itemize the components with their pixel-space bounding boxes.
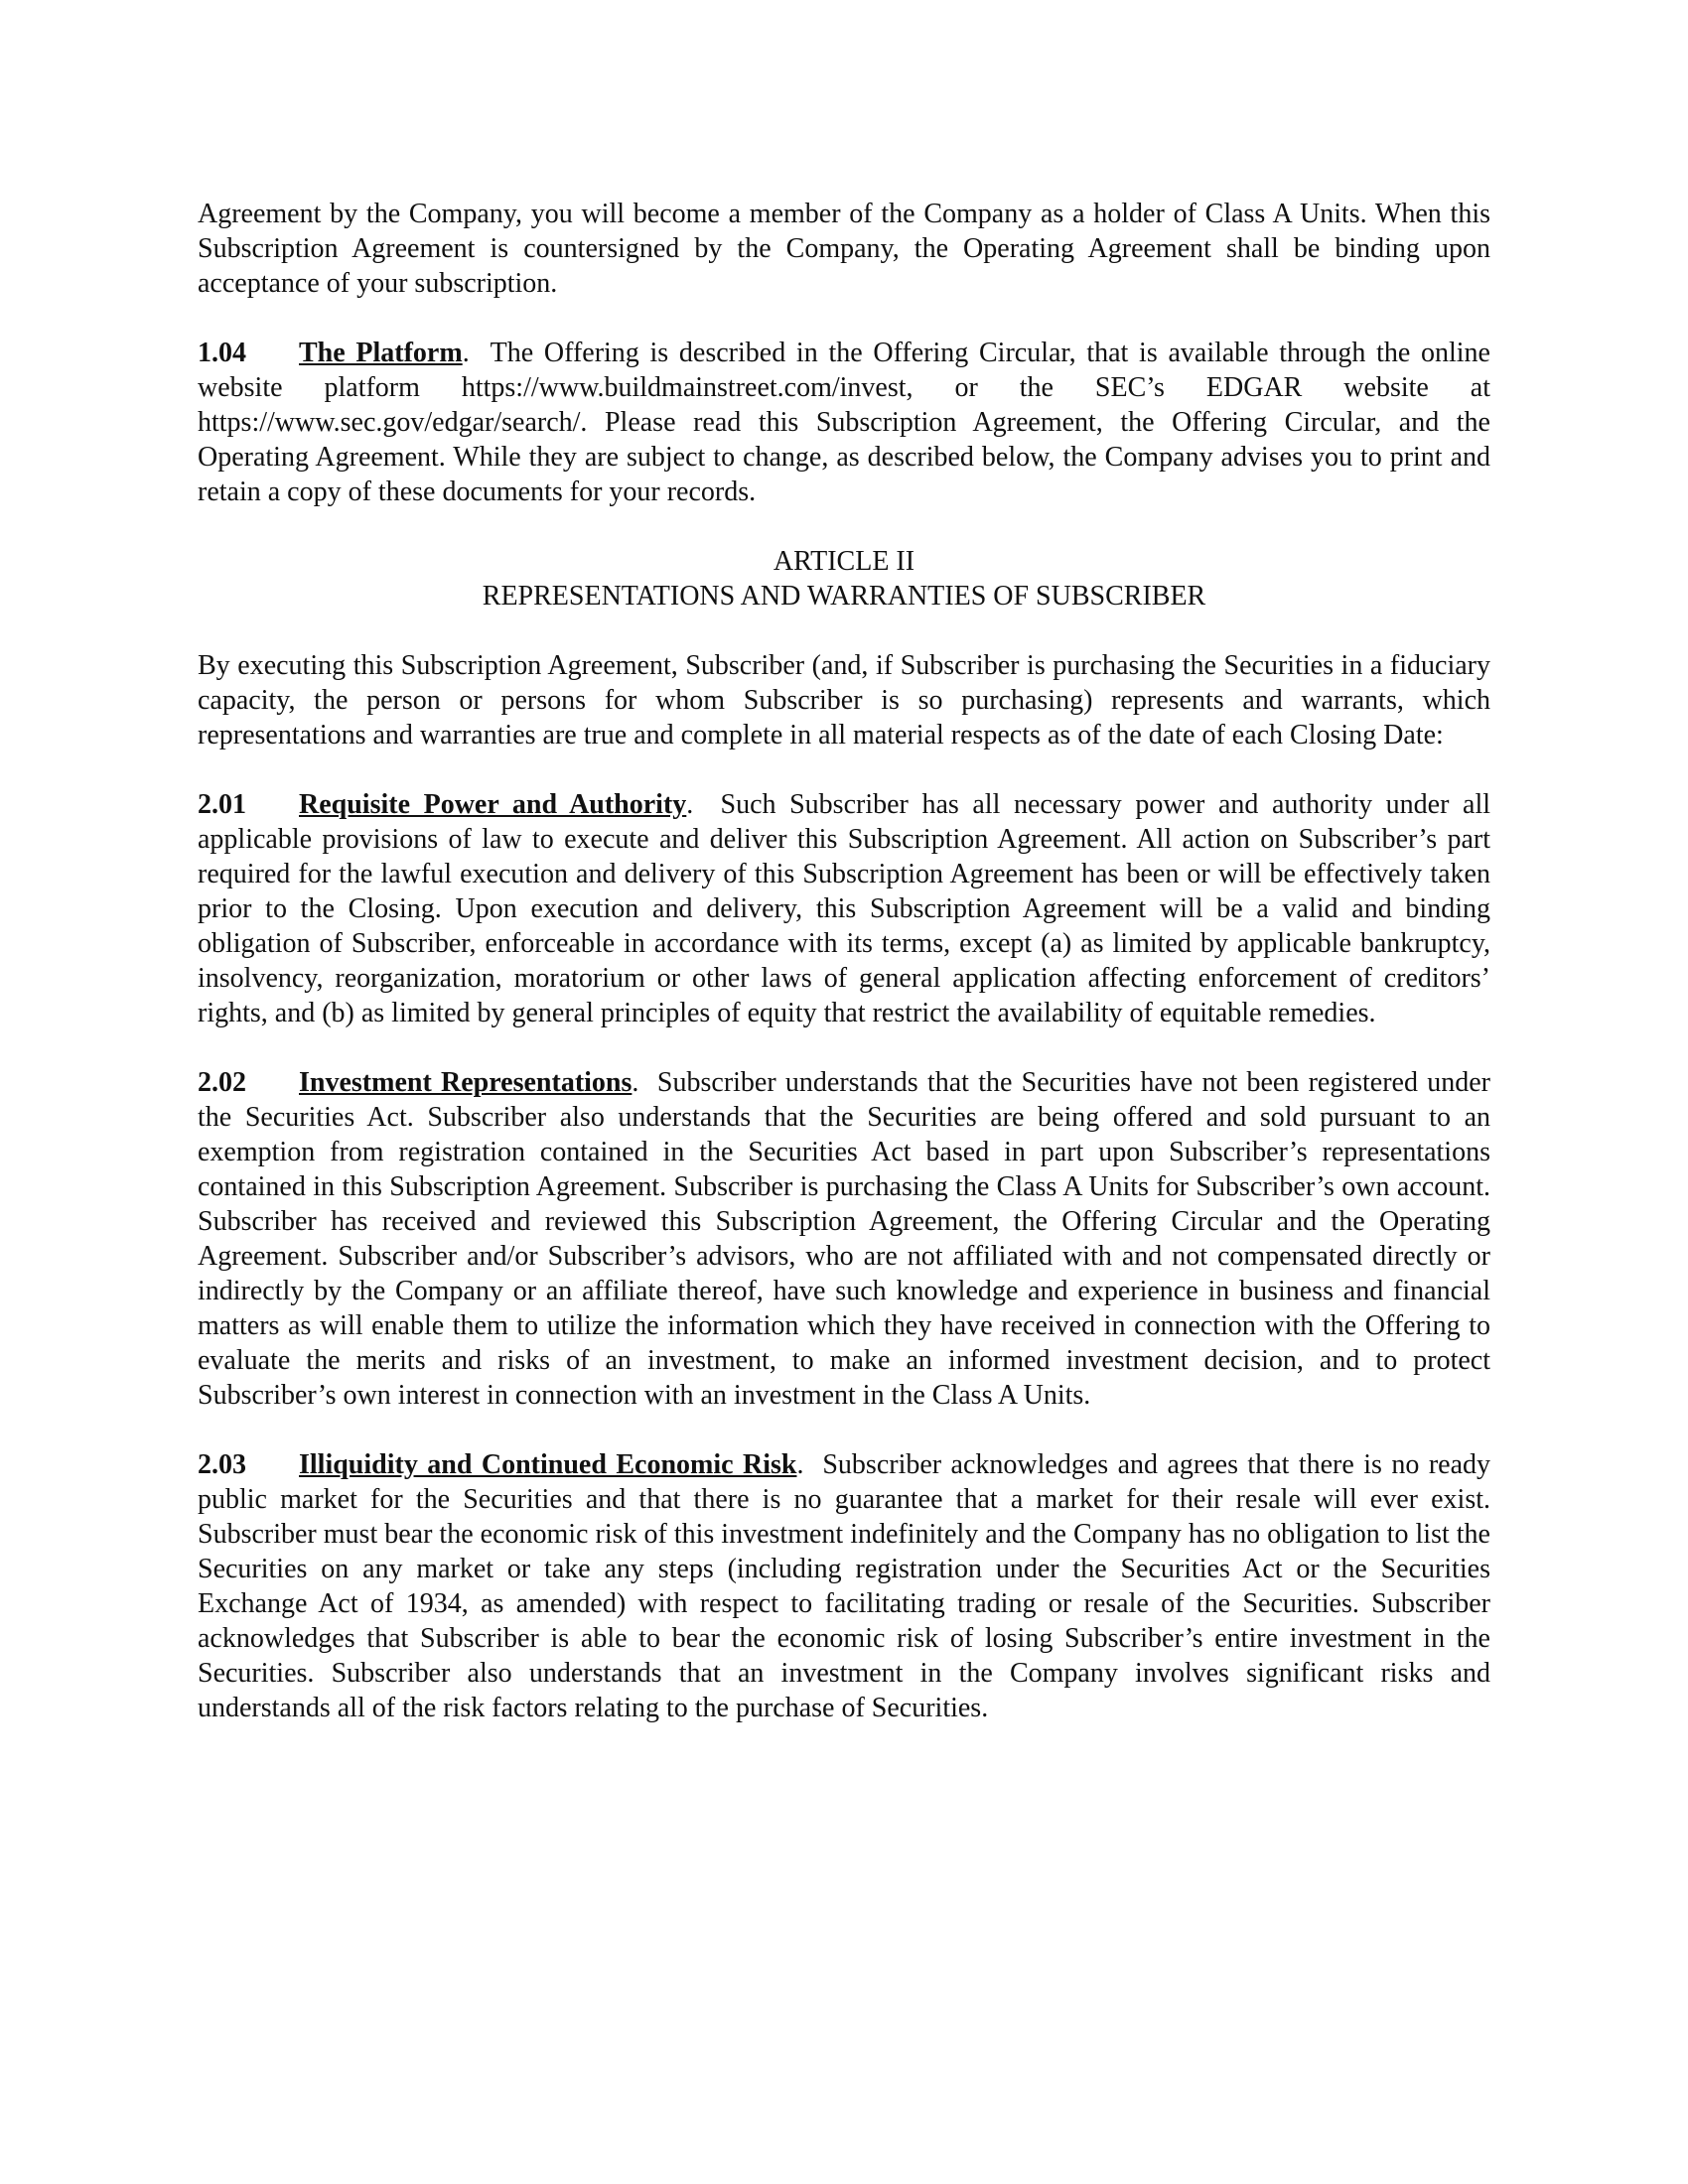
- section-body: Subscriber acknowledges and agrees that there is no ready public market for the Securities and that there is no guarantee that a market for their resale will ever exist. Subscriber must bear the economic risk of this investment indefinitely and the Company has no obligation to list the Securities on any market or take any steps (including registration under the Securities Act or the Securities Exchange Act of 1934, as amended) with respect to facilitating trading or resale of the Securities. Subscriber acknowledges that Subscriber is able to bear the economic risk of losing Subscriber’s entire investment in the Securities. Subscriber also understands that an investment in the Company involves significant risks and understands all of the risk factors relating to the purchase of Securities.: [198, 1449, 1490, 1723]
- section-body: Such Subscriber has all necessary power and authority under all applicable provisions of law to execute and deliver this Subscription Agreement. All action on Subscriber’s part required for the lawful execution and delivery of this Subscription Agreement has been or will be effectively taken prior to the Closing. Upon execution and delivery, this Subscription Agreement will be a valid and binding obligation of Subscriber, enforceable in accordance with its terms, except (a) as limited by applicable bankruptcy, insolvency, reorganization, moratorium or other laws of general application affecting enforcement of creditors’ rights, and (b) as limited by general principles of equity that restrict the availability of equitable remedies.: [198, 789, 1491, 1028]
- document-page: [198, 197, 1490, 1760]
- section-number: 2.01: [198, 789, 246, 820]
- section-body: Subscriber understands that the Securities have not been registered under the Securities Act. Subscriber also understands that the Securities are being offered and sold pursuant to an exemption from registration contained in the Securities Act based in part upon Subscriber’s representations contained in this Subscription Agreement. Subscriber is purchasing the Class A Units for Subscriber’s own account. Subscriber has received and reviewed this Subscription Agreement, the Offering Circular and the Operating Agreement. Subscriber and/or Subscriber’s advisors, who are not affiliated with and not compensated directly or indirectly by the Company or an affiliate thereof, have such knowledge and experience in business and financial matters as will enable them to utilize the information which they have received in connection with the Offering to evaluate the merits and risks of an investment, to make an informed investment decision, and to protect Subscriber’s own interest in connection with an investment in the Class A Units.: [198, 1067, 1490, 1411]
- section-2-02: 2.02 Investment Representations. Subscriber understands that the Securities have not been registered under the Securities Act. Subscriber also understands that the Securities are being offered and sold pursuant to an exemption from registration contained in the Securities Act based in part upon Subscriber’s representations contained in this Subscription Agreement. Subscriber is purchasing the Class A Units for Subscriber’s own account. Subscriber has received and reviewed this Subscription Agreement, the Offering Circular and the Operating Agreement. Subscriber and/or Subscriber’s advisors, who are not affiliated with and not compensated directly or indirectly by the Company or an affiliate thereof, have such knowledge and experience in business and financial matters as will enable them to utilize the information which they have received in connection with the Offering to evaluate the merits and risks of an investment, to make an informed investment decision, and to protect Subscriber’s own interest in connection with an investment in the Class A Units.: [198, 1067, 1490, 1411]
- intro-paragraph: [198, 197, 1490, 301]
- article-number: ARTICLE II: [773, 546, 915, 577]
- section-title: The Platform: [299, 338, 463, 368]
- article-intro-paragraph: [198, 648, 1490, 752]
- article-intro-text: By executing this Subscription Agreement, Subscriber (and, if Subscriber is purchasing the Securities in a fiduciary capacity, the person or persons for whom Subscriber is so purchasing) represents and warrants, which representations and warranties are true and complete in all material respects as of the date of each Closing Date:: [198, 650, 1490, 751]
- section-2-01: 2.01 Requisite Power and Authority. Such Subscriber has all necessary power and authority under all applicable provisions of law to execute and deliver this Subscription Agreement. All action on Subscriber’s part required for the lawful execution and delivery of this Subscription Agreement has been or will be effectively taken prior to the Closing. Upon execution and delivery, this Subscription Agreement will be a valid and binding obligation of Subscriber, enforceable in accordance with its terms, except (a) as limited by applicable bankruptcy, insolvency, reorganization, moratorium or other laws of general application affecting enforcement of creditors’ rights, and (b) as limited by general principles of equity that restrict the availability of equitable remedies.: [198, 789, 1491, 1028]
- article-heading: [198, 544, 1490, 614]
- section-number: 2.03: [198, 1449, 246, 1480]
- section-title: Requisite Power and Authority: [299, 789, 687, 820]
- section-body: The Offering is described in the Offering Circular, that is available through the online website platform https://www.buildmainstreet.com/invest, or the SEC’s EDGAR website at https://www.sec.gov/edgar/search/. Please read this Subscription Agreement, the Offering Circular, and the Operating Agreement. While they are subject to change, as described below, the Company advises you to print and retain a copy of these documents for your records.: [198, 338, 1490, 507]
- section-title: Illiquidity and Continued Economic Risk: [299, 1449, 797, 1480]
- section-number: 2.02: [198, 1067, 246, 1098]
- intro-text: Agreement by the Company, you will become a member of the Company as a holder of Class A Units. When this Subscription Agreement is countersigned by the Company, the Operating Agreement shall be binding upon acceptance of your subscription.: [198, 199, 1490, 299]
- section-title: Investment Representations: [299, 1067, 633, 1098]
- section-2-03: 2.03 Illiquidity and Continued Economic Risk. Subscriber acknowledges and agrees that there is no ready public market for the Securities and that there is no guarantee that a market for their resale will ever exist. Subscriber must bear the economic risk of this investment indefinitely and the Company has no obligation to list the Securities on any market or take any steps (including registration under the Securities Act or the Securities Exchange Act of 1934, as amended) with respect to facilitating trading or resale of the Securities. Subscriber acknowledges that Subscriber is able to bear the economic risk of losing Subscriber’s entire investment in the Securities. Subscriber also understands that an investment in the Company involves significant risks and understands all of the risk factors relating to the purchase of Securities.: [198, 1449, 1490, 1723]
- section-1-04: 1.04 The Platform. The Offering is described in the Offering Circular, that is available through the online website platform https://www.buildmainstreet.com/invest, or the SEC’s EDGAR website at https://www.sec.gov/edgar/search/. Please read this Subscription Agreement, the Offering Circular, and the Operating Agreement. While they are subject to change, as described below, the Company advises you to print and retain a copy of these documents for your records.: [198, 338, 1490, 507]
- article-title: REPRESENTATIONS AND WARRANTIES OF SUBSCRIBER: [482, 581, 1206, 612]
- section-number: 1.04: [198, 338, 246, 368]
